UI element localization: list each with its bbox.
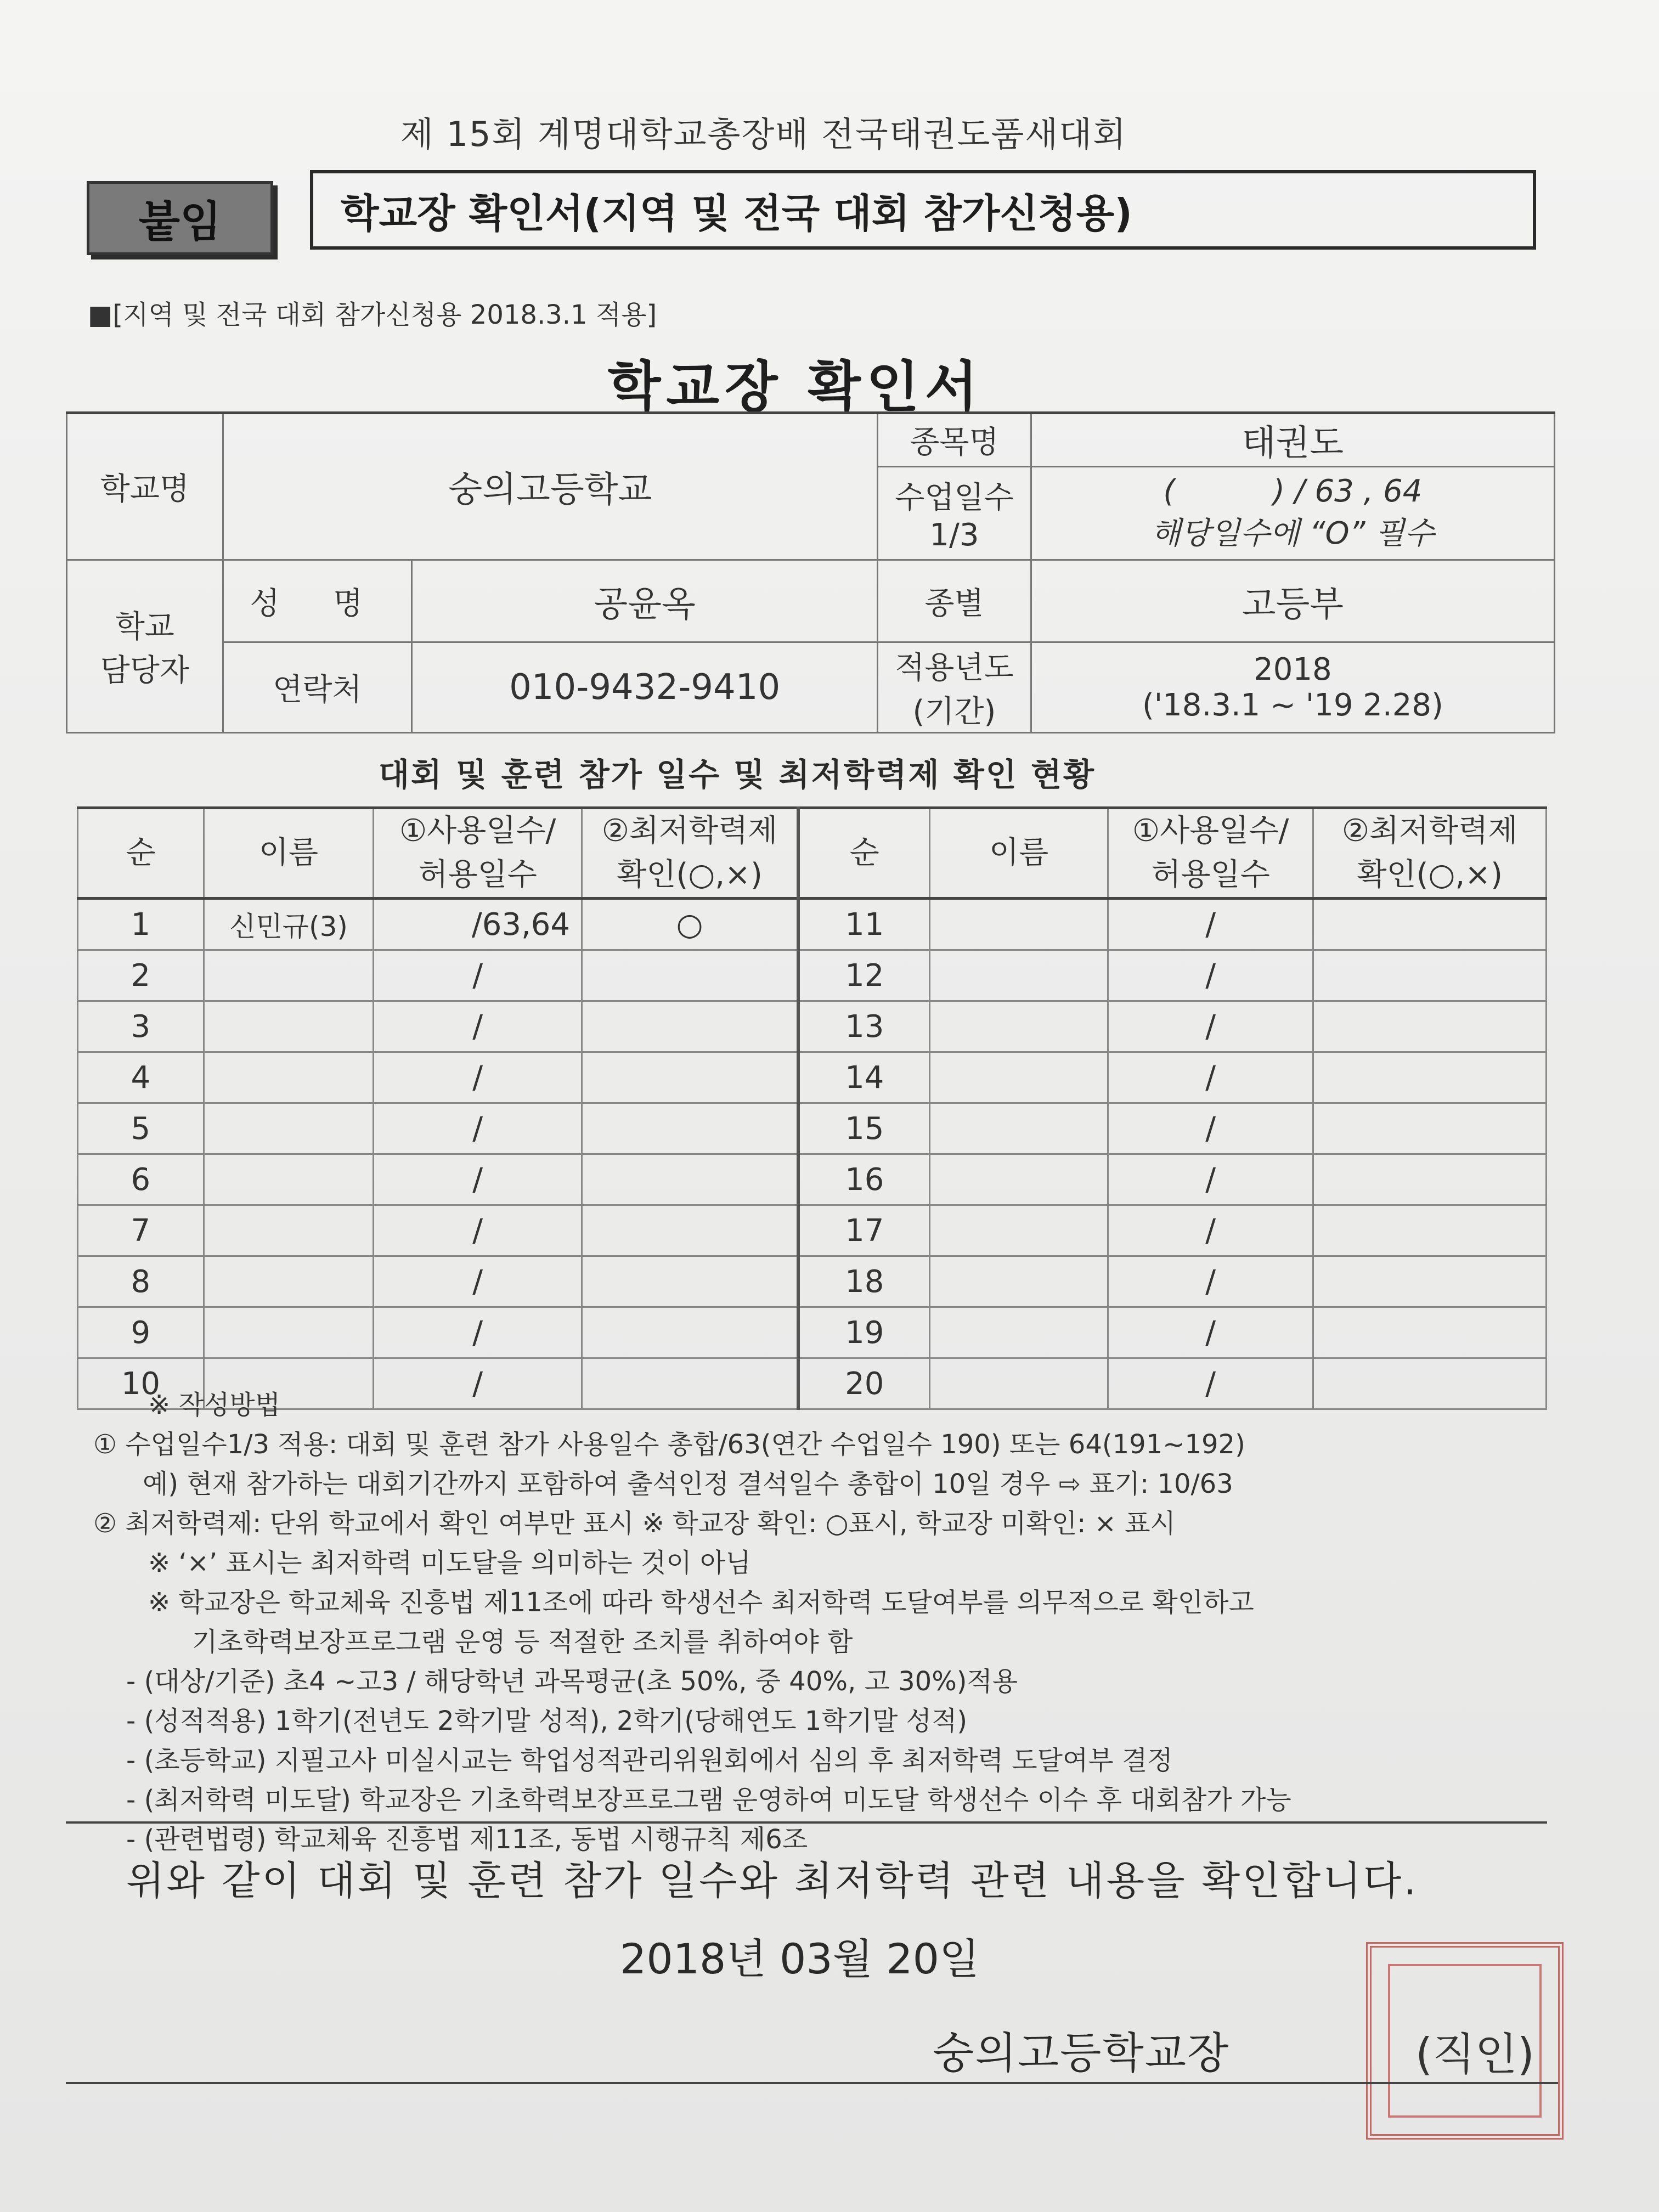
note-d2: - (성적적용) 1학기(전년도 2학기말 성적), 2학기(당해연도 1학기말 성적)	[126, 1706, 968, 1736]
attachment-badge: 붙임	[87, 181, 273, 255]
table-row	[78, 1307, 1547, 1358]
row-check	[582, 1001, 799, 1052]
row-check	[1313, 1307, 1547, 1358]
row-name	[930, 1205, 1108, 1256]
note-d3: - (초등학교) 지필고사 미실시교는 학업성적관리위원회에서 심의 후 최저학력 도달여부 결정	[126, 1745, 1173, 1776]
row-no: 9	[78, 1307, 204, 1358]
school-label: 학교명	[67, 413, 223, 560]
row-no: 11	[798, 899, 930, 950]
row-check	[582, 1103, 799, 1154]
issue-date: 2018년 03월 20일	[620, 1934, 980, 1983]
header-check-left-2: 확인(○,×)	[582, 853, 799, 899]
table-row	[78, 1256, 1547, 1307]
row-no: 13	[798, 1001, 930, 1052]
row-check	[1313, 1103, 1547, 1154]
row-days: /	[374, 1205, 582, 1256]
row-days: /63,64	[374, 899, 582, 950]
row-check	[1313, 1205, 1547, 1256]
row-no: 2	[78, 950, 204, 1001]
days-value	[1031, 467, 1554, 560]
row-check	[582, 1256, 799, 1307]
staff-label-line1: 학교	[115, 609, 174, 645]
row-days: /	[1108, 950, 1313, 1001]
row-days: /	[1108, 899, 1313, 950]
row-check	[1313, 1256, 1547, 1307]
staff-label	[67, 560, 223, 733]
table-row	[78, 1103, 1547, 1154]
row-days: /	[374, 1256, 582, 1307]
note-2a: ② 최저학력제: 단위 학교에서 확인 여부만 표시 ※ 학교장 확인: ○표시, 학교장 미확인: × 표시	[93, 1508, 1176, 1539]
row-days: /	[1108, 1103, 1313, 1154]
division-value: 고등부	[1031, 560, 1554, 642]
row-check	[1313, 1001, 1547, 1052]
row-no: 8	[78, 1256, 204, 1307]
confirmation-text: 위와 같이 대회 및 훈련 참가 일수와 최저학력 관련 내용을 확인합니다.	[126, 1858, 1419, 1904]
table-row	[78, 950, 1547, 1001]
header-days-left-2: 허용일수	[374, 853, 582, 899]
note-d5: - (관련법령) 학교체육 진흥법 제11조, 동법 시행규칙 제6조	[126, 1824, 808, 1855]
divider-top	[66, 1821, 1547, 1824]
attendance-table	[77, 806, 1547, 1410]
row-days: /	[374, 1001, 582, 1052]
year-value-line1: 2018	[1254, 652, 1332, 687]
divider-bottom	[66, 2082, 1558, 2084]
note-1b: 예) 현재 참가하는 대회기간까지 포함하여 출석인정 결석일수 총합이 10일 경우 ⇨ 표기: 10/63	[143, 1469, 1233, 1499]
row-name	[930, 1001, 1108, 1052]
header-days-right-2: 허용일수	[1108, 853, 1313, 899]
row-check	[582, 1205, 799, 1256]
note-1a: ① 수업일수1/3 적용: 대회 및 훈련 참가 사용일수 총합/63(연간 수업일수 190) 또는 64(191~192)	[93, 1429, 1245, 1460]
note-2b: ※ ‘×’ 표시는 최저학력 미도달을 의미하는 것이 아님	[148, 1548, 751, 1578]
row-name	[930, 1103, 1108, 1154]
row-name	[204, 1205, 374, 1256]
days-label-line2: 1/3	[929, 517, 979, 553]
document-title: 학교장 확인서	[607, 355, 984, 419]
year-value	[1031, 642, 1554, 733]
note-2c: ※ 학교장은 학교체육 진흥법 제11조에 따라 학생선수 최저학력 도달여부를 의무적으로 확인하고	[148, 1587, 1254, 1618]
row-no: 4	[78, 1052, 204, 1103]
name-value: 공윤옥	[412, 560, 878, 642]
table-row	[78, 1205, 1547, 1256]
header-no-right: 순	[798, 808, 930, 899]
row-name	[930, 1052, 1108, 1103]
row-check	[582, 950, 799, 1001]
year-label-line1: 적용년도	[895, 650, 1014, 686]
note-2d: 기초학력보장프로그램 운영 등 적절한 조치를 취하여야 함	[192, 1627, 853, 1657]
days-value-line1: ( ) / 63 , 64	[1163, 473, 1423, 509]
table-row	[78, 1001, 1547, 1052]
header-days-left-1: ①사용일수/	[374, 808, 582, 854]
row-name	[204, 1154, 374, 1205]
row-name: 신민규(3)	[204, 899, 374, 950]
row-name	[204, 1103, 374, 1154]
row-days: /	[374, 1358, 582, 1409]
apply-note: ■[지역 및 전국 대회 참가신청용 2018.3.1 적용]	[88, 300, 657, 330]
year-label-line2: (기간)	[912, 694, 996, 730]
event-title: 제 15회 계명대학교총장배 전국태권도품새대회	[400, 114, 1127, 154]
row-no: 6	[78, 1154, 204, 1205]
row-check	[582, 1154, 799, 1205]
section-title: 대회 및 훈련 참가 일수 및 최저학력제 확인 현황	[379, 756, 1096, 793]
note-d1: - (대상/기준) 초4 ~고3 / 해당학년 과목평균(초 50%, 중 40%, 고 30%)적용	[126, 1666, 1018, 1697]
row-name	[204, 1052, 374, 1103]
row-name	[930, 899, 1108, 950]
row-no: 17	[798, 1205, 930, 1256]
row-days: /	[1108, 1205, 1313, 1256]
row-no: 20	[798, 1358, 930, 1409]
table-row	[78, 899, 1547, 950]
row-no: 12	[798, 950, 930, 1001]
row-days: /	[374, 1103, 582, 1154]
row-name	[204, 1001, 374, 1052]
header-days-right-1: ①사용일수/	[1108, 808, 1313, 854]
event-label: 종목명	[878, 413, 1031, 467]
row-no: 14	[798, 1052, 930, 1103]
row-check: ○	[582, 899, 799, 950]
row-days: /	[1108, 1358, 1313, 1409]
row-name	[204, 1256, 374, 1307]
form-title: 학교장 확인서(지역 및 전국 대회 참가신청용)	[310, 170, 1536, 250]
header-no-left: 순	[78, 808, 204, 899]
row-name	[930, 1256, 1108, 1307]
row-days: /	[1108, 1001, 1313, 1052]
row-name	[930, 1154, 1108, 1205]
header-name-right: 이름	[930, 808, 1108, 899]
seal-label: (직인)	[1415, 2029, 1534, 2080]
row-no: 15	[798, 1103, 930, 1154]
header-check-right-1: ②최저학력제	[1313, 808, 1547, 854]
row-no: 7	[78, 1205, 204, 1256]
instructions-title: ※ 작성방법	[148, 1390, 280, 1420]
year-label	[878, 642, 1031, 733]
row-days: /	[1108, 1307, 1313, 1358]
table-row	[78, 1154, 1547, 1205]
row-name	[204, 950, 374, 1001]
row-no: 19	[798, 1307, 930, 1358]
row-check	[1313, 899, 1547, 950]
row-no: 1	[78, 899, 204, 950]
division-label: 종별	[878, 560, 1031, 642]
staff-label-line2: 담당자	[100, 653, 189, 689]
row-days: /	[374, 950, 582, 1001]
principal-name: 숭의고등학교장	[933, 2029, 1230, 2078]
row-days: /	[1108, 1052, 1313, 1103]
row-check	[1313, 1154, 1547, 1205]
note-d4: - (최저학력 미도달) 학교장은 기초학력보장프로그램 운영하여 미도달 학생선수 이수 후 대회참가 가능	[126, 1785, 1291, 1815]
contact-value: 010-9432-9410	[412, 642, 878, 733]
row-days: /	[374, 1154, 582, 1205]
header-name-left: 이름	[204, 808, 374, 899]
event-value: 태권도	[1031, 413, 1554, 467]
year-value-line2: ('18.3.1 ~ '19 2.28)	[1142, 687, 1443, 723]
row-name	[930, 1307, 1108, 1358]
instructions	[93, 1385, 1564, 1859]
row-days: /	[1108, 1256, 1313, 1307]
row-days: /	[1108, 1154, 1313, 1205]
header-check-right-2: 확인(○,×)	[1313, 853, 1547, 899]
contact-label: 연락처	[223, 642, 412, 733]
row-check	[582, 1307, 799, 1358]
row-no: 18	[798, 1256, 930, 1307]
row-check	[1313, 950, 1547, 1001]
row-name	[204, 1307, 374, 1358]
info-table	[66, 411, 1555, 733]
row-days: /	[374, 1052, 582, 1103]
school-value: 숭의고등학교	[223, 413, 877, 560]
row-days: /	[374, 1307, 582, 1358]
row-no: 3	[78, 1001, 204, 1052]
row-no: 10	[78, 1358, 204, 1409]
days-value-line2: 해당일수에 “O” 필수	[1151, 516, 1435, 551]
name-label: 성 명	[223, 560, 412, 642]
row-name	[930, 950, 1108, 1001]
row-no: 16	[798, 1154, 930, 1205]
row-no: 5	[78, 1103, 204, 1154]
row-check	[582, 1052, 799, 1103]
days-label	[878, 467, 1031, 560]
header-check-left-1: ②최저학력제	[582, 808, 799, 854]
days-label-line1: 수업일수	[895, 480, 1014, 516]
row-check	[1313, 1052, 1547, 1103]
table-row	[78, 1052, 1547, 1103]
